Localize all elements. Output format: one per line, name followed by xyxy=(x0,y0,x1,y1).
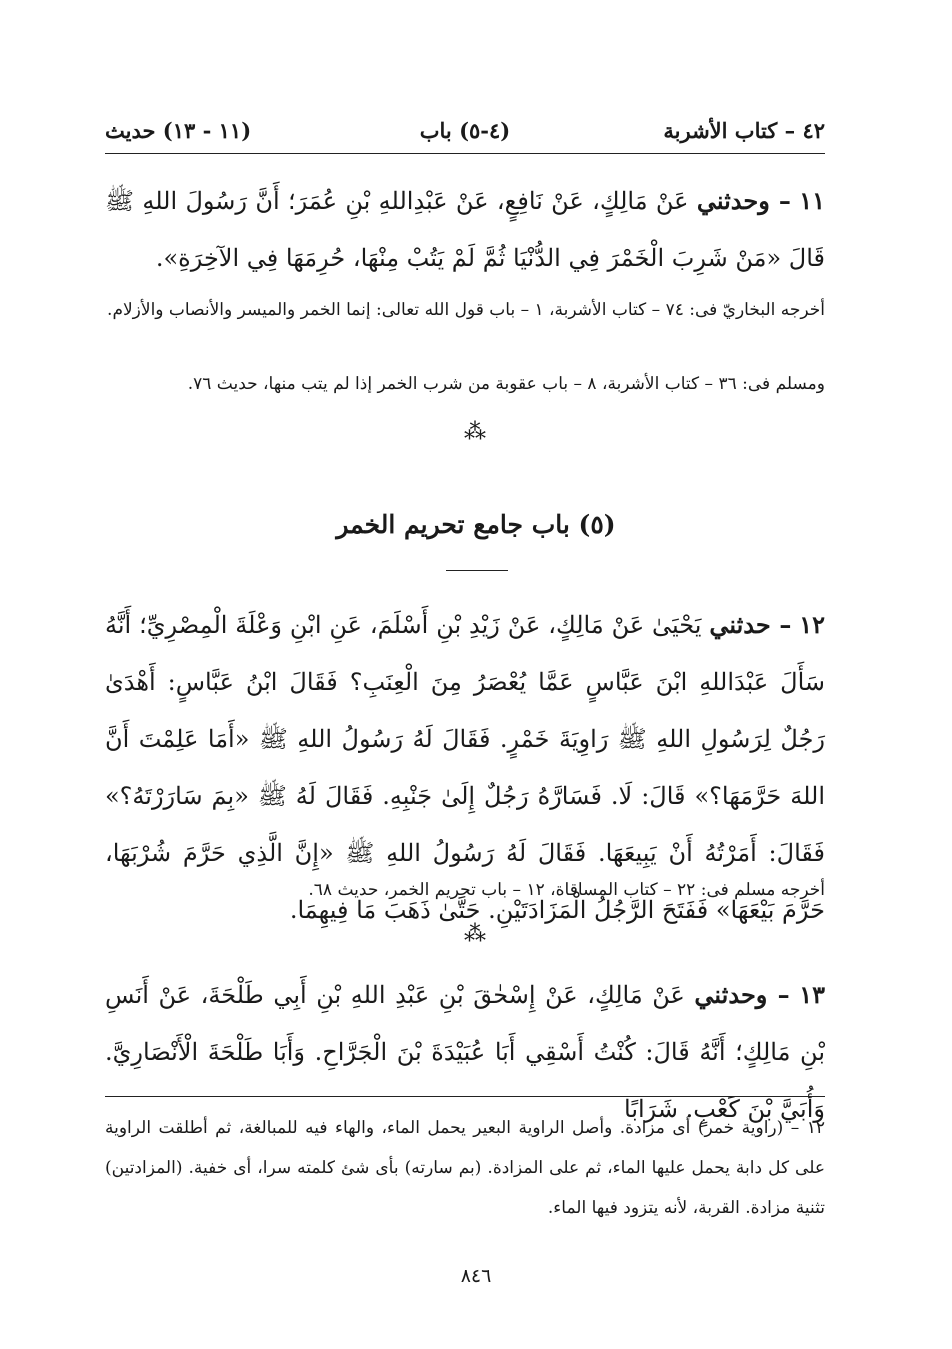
hadith-text: عَنْ مَالِكٍ، عَنْ نَافِعٍ، عَنْ عَبْدِاللهِ بْنِ عُمَرَ؛ أَنَّ رَسُولَ اللهِ ﷺ قَالَ «مَنْ شَرِبَ الْخَمْرَ فِي الدُّنْيَا ثُمَّ لَمْ يَتُبْ مِنْهَا، حُرِمَهَا فِي الآخِرَةِ». xyxy=(105,187,825,272)
hadith-11 xyxy=(105,172,825,287)
hadith-number: ١٣ xyxy=(799,980,825,1009)
hadith-11-reference-muslim: ومسلم فى: ٣٦ – كتاب الأشربة، ٨ – باب عقوبة من شرب الخمر إذا لم يتب منها، حديث ٧٦. xyxy=(187,374,825,394)
footnote: ١٢ – (راوية خمر) أى مزادة. وأصل الراوية البعير يحمل الماء، والهاء فيه للمبالغة، ثم أطلقت الراوية على كل دابة يحمل عليها الماء، ثم على المزادة. (بم سارته) بأى شئ كلمته سرا، أى خفية. (المزادتين) تثنية مزادة. القربة، لأنه يتزود فيها الماء. xyxy=(105,1118,825,1218)
hadith-text: عَنْ مَالِكٍ، عَنْ إِسْحٰقَ بْنِ عَبْدِ اللهِ بْنِ أَبِي طَلْحَةَ، عَنْ أَنَسِ بْنِ مَالِكٍ؛ أَنَّهُ قَالَ: كُنْتُ أَسْقِي أَبَا عُبَيْدَةَ بْنَ الْجَرَّاحِ. وَأَبَا طَلْحَةَ الْأَنْصَارِيَّ. وَأُبَيَّ بْنَ كَعْبٍ. شَرَابًا xyxy=(105,981,825,1123)
header-chapter-range: (٤-٥) باب xyxy=(419,118,511,143)
header-hadith-range: (١١ - ١٣) حديث xyxy=(105,118,252,143)
header-rule xyxy=(105,153,825,154)
hadith-12-reference: أخرجه مسلم فى: ٢٢ – كتاب المساقاة، ١٢ – باب تحريم الخمر، حديث ٦٨. xyxy=(308,880,825,900)
chapter-rule xyxy=(446,570,508,571)
hadith-lead: – وحدثني xyxy=(696,186,791,215)
chapter-title: (٥) باب جامع تحريم الخمر xyxy=(336,510,616,539)
section-separator: ⁂ xyxy=(464,922,488,947)
page-number: ٨٤٦ xyxy=(460,1265,492,1287)
hadith-lead: – وحدثني xyxy=(694,980,790,1009)
running-header xyxy=(105,118,825,150)
hadith-lead: – حدثني xyxy=(709,610,792,639)
header-book-title: ٤٢ – كتاب الأشربة xyxy=(663,118,825,143)
section-separator: ⁂ xyxy=(464,420,488,445)
footnote-rule xyxy=(105,1096,825,1097)
hadith-text: يَحْيَىٰ عَنْ مَالِكٍ، عَنْ زَيْدِ بْنِ أَسْلَمَ، عَنِ ابْنِ وَعْلَةَ الْمِصْرِيِّ؛ أَنَّهُ سَأَلَ عَبْدَاللهِ ابْنَ عَبَّاسٍ عَمَّا يُعْصَرُ مِنَ الْعِنَبِ؟ فَقَالَ ابْنُ عَبَّاسٍ: أَهْدَىٰ رَجُلٌ لِرَسُولِ اللهِ ﷺ رَاوِيَةَ خَمْرٍ. فَقَالَ لَهُ رَسُولُ اللهِ ﷺ «أَمَا عَلِمْتَ أَنَّ اللهَ حَرَّمَهَا؟» قَالَ: لَا. فَسَارَّهُ رَجُلٌ إِلَىٰ جَنْبِهِ. فَقَالَ لَهُ ﷺ «بِمَ سَارَرْتَهُ؟» فَقَالَ: أَمَرْتُهُ أَنْ يَبِيعَهَا. فَقَالَ لَهُ رَسُولُ اللهِ ﷺ «إِنَّ الَّذِي حَرَّمَ شُرْبَهَا، حَرَّمَ بَيْعَهَا» فَفَتَحَ الرَّجُلُ الْمَزَادَتَيْنِ. حَتَّىٰ ذَهَبَ مَا فِيهِمَا. xyxy=(105,611,826,924)
hadith-number: ١١ xyxy=(799,186,825,215)
hadith-11-reference-bukhari: أخرجه البخاريّ فى: ٧٤ – كتاب الأشربة، ١ – باب قول الله تعالى: إنما الخمر والميسر والأنصاب والأزلام. xyxy=(107,300,825,320)
hadith-number: ١٢ xyxy=(799,610,825,639)
